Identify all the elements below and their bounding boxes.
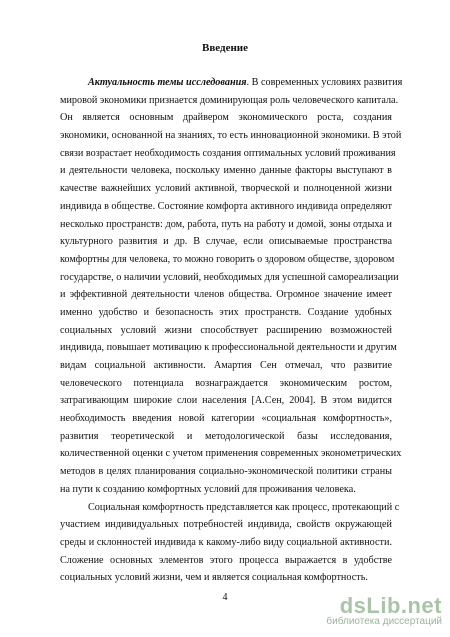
paragraph-line: качестве важнейших условий активной, творческой и полноценной жизни — [60, 183, 392, 195]
page-title: Введение — [201, 42, 249, 54]
paragraph-line: именно удобство и безопасность этих пространств. Создание удобных — [60, 306, 392, 318]
page-number: 4 — [222, 592, 228, 603]
paragraph-line: количественной оценки с учетом применения современных эконометрических — [60, 448, 402, 460]
paragraph-line: Он является основным драйвером экономического роста, создания — [60, 112, 392, 124]
paragraph-line: социальных условий жизни способствует расширению возможностей — [60, 324, 392, 336]
paragraph-line: видам социальной активности. Амартия Сен отмечал, что развитие — [60, 360, 392, 371]
paragraph-line: экономики, основанной на знаниях, то есть инновационной экономики. В этой — [60, 130, 402, 142]
paragraph-line: среды и склонностей индивида к какому-либо виду социальной активности. — [60, 536, 392, 548]
paragraph-line: индивида, повышает мотивацию к профессиональной деятельности и другим — [60, 342, 397, 354]
paragraph-line: мировой экономики признается доминирующая роль человеческого капитала. — [60, 94, 399, 106]
paragraph-line: и эффективной деятельности членов общества. Огромное значение имеет — [60, 289, 392, 301]
paragraph-line: индивида в обществе. Состояние комфорта активного индивида определяют — [60, 200, 392, 212]
paragraph-line: несколько пространств: дом, работа, путь на работу и домой, зоны отдыха и — [60, 218, 392, 230]
watermark-logo: dsLib.net — [339, 593, 442, 618]
paragraph-line: Сложение основных элементов этого процесса выражается в удобстве — [60, 554, 392, 566]
paragraph-line: и деятельности человека, поскольку именно данные факторы выступают в — [60, 165, 392, 177]
watermark — [326, 593, 442, 627]
paragraph-line: комфортны для человека, то можно говорить о здоровом обществе, здоровом — [60, 253, 395, 265]
paragraph-line: государстве, о наличии условий, необходимых для успешной самореализации — [60, 271, 399, 283]
paragraph-line: человеческого потенциала вознаграждается экономическим ростом, — [60, 377, 392, 389]
paragraph-line: участием индивидуальных потребностей индивида, свойств окружающей — [60, 519, 392, 531]
paragraph-line: культурного развития и др. В случае, если описываемые пространства — [60, 236, 392, 248]
paragraph-text: . В современных условиях развития — [246, 77, 403, 88]
paragraph-line: Социальная комфортность представляется как процесс, протекающий с — [88, 501, 400, 513]
paragraph-line: социальных условий жизни, чем и является социальная комфортность. — [60, 572, 368, 584]
lead-emphasis: Актуальность темы исследования — [88, 77, 247, 88]
paragraph-line: на пути к созданию комфортных условий для проживания человека. — [60, 483, 356, 495]
paragraph-line: связи возрастает необходимость создания оптимальных условий проживания — [60, 147, 396, 159]
paragraph-line: методов в целях планирования социально-экономической политики страны — [60, 466, 392, 478]
watermark-subtitle: библиотека диссертаций — [326, 616, 442, 627]
paragraph-line: затрагивающим широкие слои населения [А.Сен, 2004]. В этом видится — [60, 395, 392, 407]
document-body — [60, 74, 403, 587]
paragraph-line — [60, 74, 403, 92]
paragraph-line: развития теоретической и методологической базы исследования, — [60, 430, 392, 442]
paragraph-line: необходимость введения новой категории «социальная комфортность», — [60, 413, 392, 425]
